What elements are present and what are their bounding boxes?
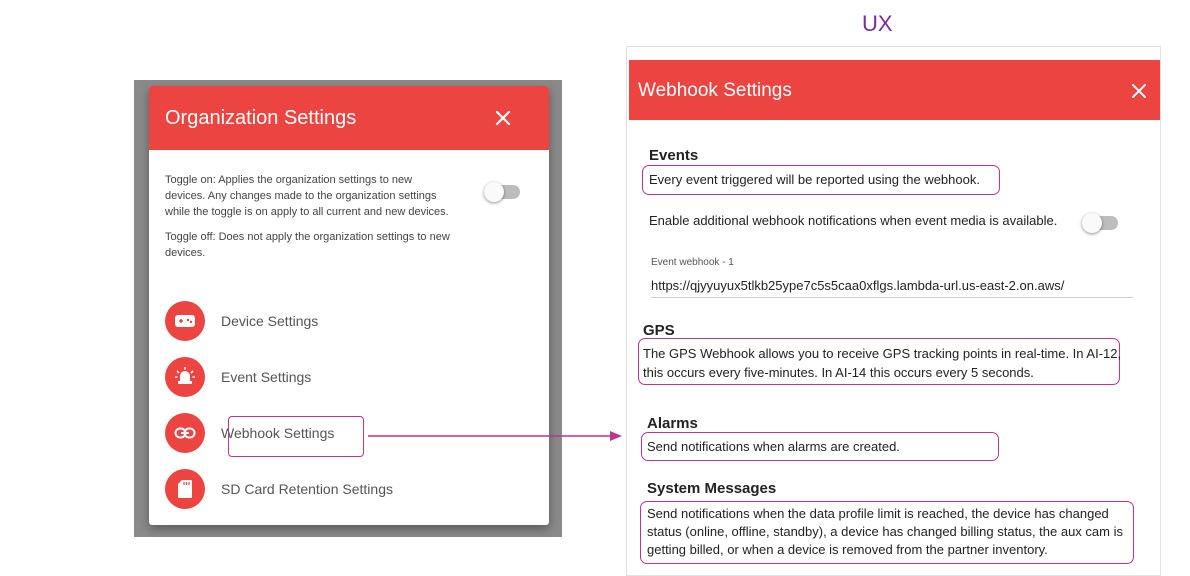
gps-title: GPS [643,322,675,339]
webhook-dialog-header [629,60,1160,120]
arrow-connector [368,428,624,444]
close-icon[interactable] [1130,82,1148,100]
webhook-settings-dialog [626,46,1161,576]
system-text-line3: getting billed, or when a device is removed from the partner inventory. [647,542,1048,557]
menu-item-device-settings[interactable] [165,301,465,341]
events-title: Events [649,147,699,164]
org-dialog-body [149,150,549,261]
alarm-bell-icon [165,357,205,397]
menu-label-event-settings: Event Settings [221,369,312,385]
events-text: Every event triggered will be reported using the webhook. [649,172,980,187]
media-toggle-label: Enable additional webhook notifications when event media is available. [649,213,1058,228]
system-text-line1: Send notifications when the data profile limit is reached, the device has changed [647,506,1109,521]
link-icon [165,413,205,453]
system-text-line2: status (online, offline, standby), a device has changed billing status, the aux cam is [647,524,1123,539]
event-media-toggle[interactable] [1084,216,1118,230]
org-dialog-title: Organization Settings [165,106,357,129]
gamepad-icon [165,301,205,341]
close-icon[interactable] [491,106,515,130]
webhook-settings-highlight [228,416,364,457]
webhook-dialog-title: Webhook Settings [638,80,792,101]
menu-label-sd-card-retention: SD Card Retention Settings [221,481,393,497]
toggle-knob [484,182,504,202]
toggle-on-description: Toggle on: Applies the organization settings to new devices. Any changes made to the organization settings while the toggle is on apply to all current and new devices. [165,174,449,218]
toggle-knob [1082,213,1102,233]
menu-item-event-settings[interactable] [165,357,465,397]
org-dialog-header [149,86,549,150]
toggle-off-description: Toggle off: Does not apply the organization settings to new devices. [165,231,450,259]
menu-label-webhook-settings: Webhook Settings [221,425,335,441]
menu-item-sd-card-retention[interactable] [165,469,465,509]
gps-text-line2: this occurs every five-minutes. In AI-14 this occurs every 5 seconds. [643,365,1034,380]
event-webhook-underline [651,297,1133,298]
event-webhook-label: Event webhook - 1 [651,257,734,268]
alarms-text: Send notifications when alarms are created. [647,439,900,454]
organization-settings-dialog [149,86,549,525]
alarms-title: Alarms [647,415,698,432]
apply-org-settings-toggle[interactable] [486,185,520,199]
gps-text-line1: The GPS Webhook allows you to receive GPS tracking points in real-time. In AI-12, [643,346,1122,361]
ux-label: UX [862,11,893,36]
event-webhook-input[interactable]: https://qjyyuyux5tlkb25ype7c5s5caa0xflgs.lambda-url.us-east-2.on.aws/ [651,278,1065,293]
system-messages-title: System Messages [647,480,777,497]
sd-card-icon [165,469,205,509]
menu-label-device-settings: Device Settings [221,313,319,329]
